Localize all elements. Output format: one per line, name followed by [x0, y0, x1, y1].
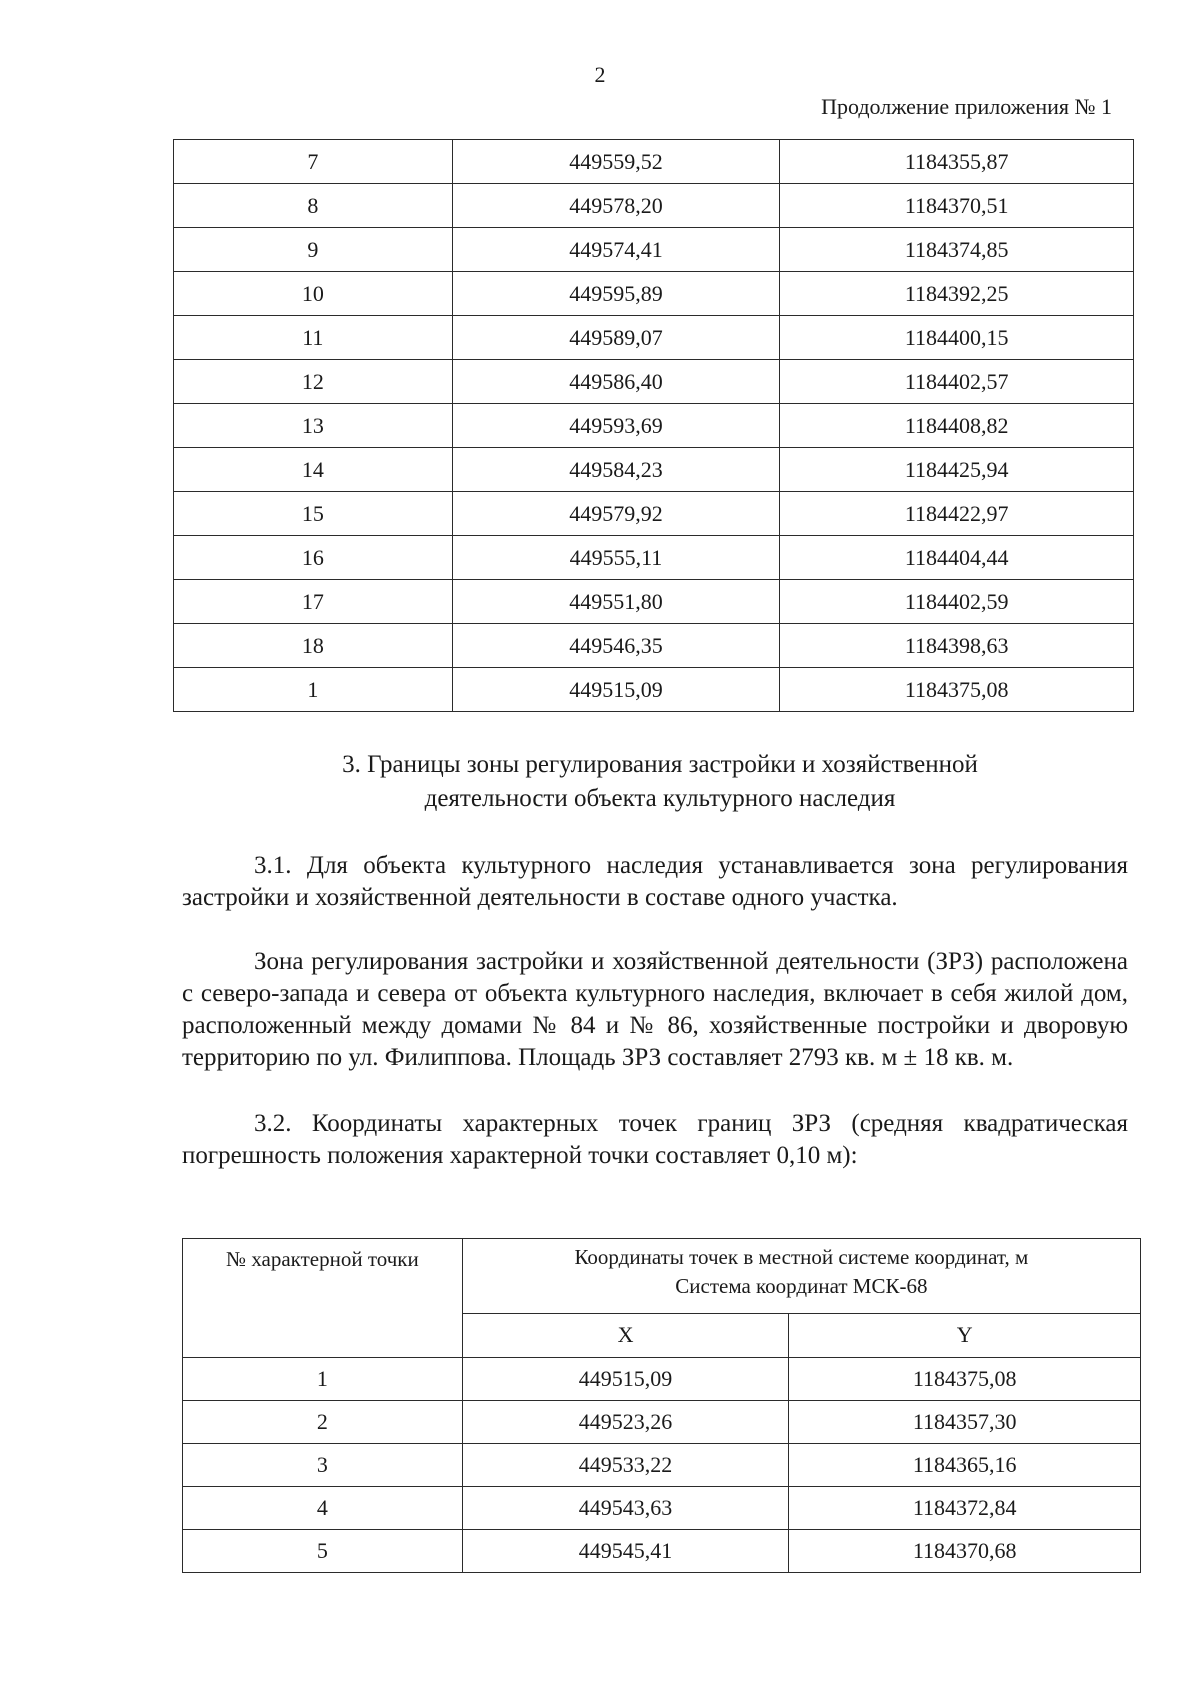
table-row	[183, 1444, 1141, 1487]
y-coordinate-cell: 1184370,51	[780, 184, 1134, 228]
header-point-number: № характерной точки	[183, 1239, 463, 1358]
x-coordinate-cell: 449579,92	[452, 492, 780, 536]
header-y: Y	[789, 1313, 1141, 1357]
point-number-cell: 1	[174, 668, 453, 712]
table-row	[174, 624, 1134, 668]
point-number-cell: 3	[183, 1444, 463, 1487]
header-coordinates	[462, 1239, 1140, 1314]
y-coordinate-cell: 1184355,87	[780, 140, 1134, 184]
x-coordinate-cell: 449515,09	[462, 1358, 789, 1401]
coordinates-table-protected-zone	[173, 139, 1134, 712]
point-number-cell: 4	[183, 1487, 463, 1530]
point-number-cell: 11	[174, 316, 453, 360]
y-coordinate-cell: 1184370,68	[789, 1530, 1141, 1573]
table-row	[174, 536, 1134, 580]
x-coordinate-cell: 449515,09	[452, 668, 780, 712]
y-coordinate-cell: 1184398,63	[780, 624, 1134, 668]
table-row	[174, 580, 1134, 624]
y-coordinate-cell: 1184402,59	[780, 580, 1134, 624]
x-coordinate-cell: 449593,69	[452, 404, 780, 448]
table-row	[174, 360, 1134, 404]
point-number-cell: 2	[183, 1401, 463, 1444]
header-coordinates-line-2: Система координат МСК-68	[675, 1274, 928, 1298]
section-title-line-2: деятельности объекта культурного наследия	[424, 785, 896, 812]
table-header-row	[183, 1239, 1141, 1314]
x-coordinate-cell: 449559,52	[452, 140, 780, 184]
table-bottom-body	[183, 1358, 1141, 1573]
x-coordinate-cell: 449574,41	[452, 228, 780, 272]
section-title-line-1: 3. Границы зоны регулирования застройки и хозяйственной	[342, 751, 978, 778]
table-row	[174, 316, 1134, 360]
point-number-cell: 10	[174, 272, 453, 316]
x-coordinate-cell: 449584,23	[452, 448, 780, 492]
y-coordinate-cell: 1184375,08	[780, 668, 1134, 712]
y-coordinate-cell: 1184400,15	[780, 316, 1134, 360]
point-number-cell: 5	[183, 1530, 463, 1573]
page-number: 2	[594, 62, 606, 87]
table-row	[174, 272, 1134, 316]
table-top-body	[174, 140, 1134, 712]
x-coordinate-cell: 449595,89	[452, 272, 780, 316]
point-number-cell: 15	[174, 492, 453, 536]
point-number-cell: 13	[174, 404, 453, 448]
paragraph-zone-description: Зона регулирования застройки и хозяйственной деятельности (ЗРЗ) расположена с северо-запада и севера от объекта культурного наследия, включает в себя жилой дом, расположенный между домами № 84 и № 86, хозяйственные постройки и дворовую территорию по ул. Филиппова. Площадь ЗРЗ составляет 2793 кв. м ± 18 кв. м.	[182, 948, 1128, 1071]
table-row	[183, 1401, 1141, 1444]
table-row	[174, 228, 1134, 272]
table-row	[183, 1487, 1141, 1530]
y-coordinate-cell: 1184372,84	[789, 1487, 1141, 1530]
point-number-cell: 14	[174, 448, 453, 492]
table-row	[174, 140, 1134, 184]
x-coordinate-cell: 449578,20	[452, 184, 780, 228]
y-coordinate-cell: 1184402,57	[780, 360, 1134, 404]
y-coordinate-cell: 1184392,25	[780, 272, 1134, 316]
y-coordinate-cell: 1184374,85	[780, 228, 1134, 272]
x-coordinate-cell: 449546,35	[452, 624, 780, 668]
x-coordinate-cell: 449523,26	[462, 1401, 789, 1444]
y-coordinate-cell: 1184408,82	[780, 404, 1134, 448]
point-number-cell: 16	[174, 536, 453, 580]
point-number-cell: 18	[174, 624, 453, 668]
x-coordinate-cell: 449586,40	[452, 360, 780, 404]
continuation-label: Продолжение приложения № 1	[821, 94, 1112, 119]
y-coordinate-cell: 1184425,94	[780, 448, 1134, 492]
table-row	[174, 184, 1134, 228]
table-row	[174, 668, 1134, 712]
paragraph-3-1: 3.1. Для объекта культурного наследия устанавливается зона регулирования застройки и хозяйственной деятельности в составе одного участка.	[182, 852, 1128, 911]
paragraph-3-2: 3.2. Координаты характерных точек границ ЗРЗ (средняя квадратическая погрешность положения характерной точки составляет 0,10 м):	[182, 1110, 1128, 1169]
coordinates-table-zrz	[182, 1238, 1141, 1573]
table-row	[174, 404, 1134, 448]
point-number-cell: 17	[174, 580, 453, 624]
table-row	[174, 492, 1134, 536]
x-coordinate-cell: 449543,63	[462, 1487, 789, 1530]
table-row	[183, 1530, 1141, 1573]
x-coordinate-cell: 449533,22	[462, 1444, 789, 1487]
point-number-cell: 8	[174, 184, 453, 228]
x-coordinate-cell: 449589,07	[452, 316, 780, 360]
point-number-cell: 7	[174, 140, 453, 184]
point-number-cell: 1	[183, 1358, 463, 1401]
y-coordinate-cell: 1184404,44	[780, 536, 1134, 580]
x-coordinate-cell: 449545,41	[462, 1530, 789, 1573]
table-row	[183, 1358, 1141, 1401]
section-title	[160, 748, 1160, 816]
y-coordinate-cell: 1184365,16	[789, 1444, 1141, 1487]
table-row	[174, 448, 1134, 492]
y-coordinate-cell: 1184422,97	[780, 492, 1134, 536]
x-coordinate-cell: 449555,11	[452, 536, 780, 580]
x-coordinate-cell: 449551,80	[452, 580, 780, 624]
y-coordinate-cell: 1184375,08	[789, 1358, 1141, 1401]
point-number-cell: 12	[174, 360, 453, 404]
header-x: X	[462, 1313, 789, 1357]
y-coordinate-cell: 1184357,30	[789, 1401, 1141, 1444]
point-number-cell: 9	[174, 228, 453, 272]
header-coordinates-line-1: Координаты точек в местной системе координат, м	[574, 1245, 1029, 1269]
